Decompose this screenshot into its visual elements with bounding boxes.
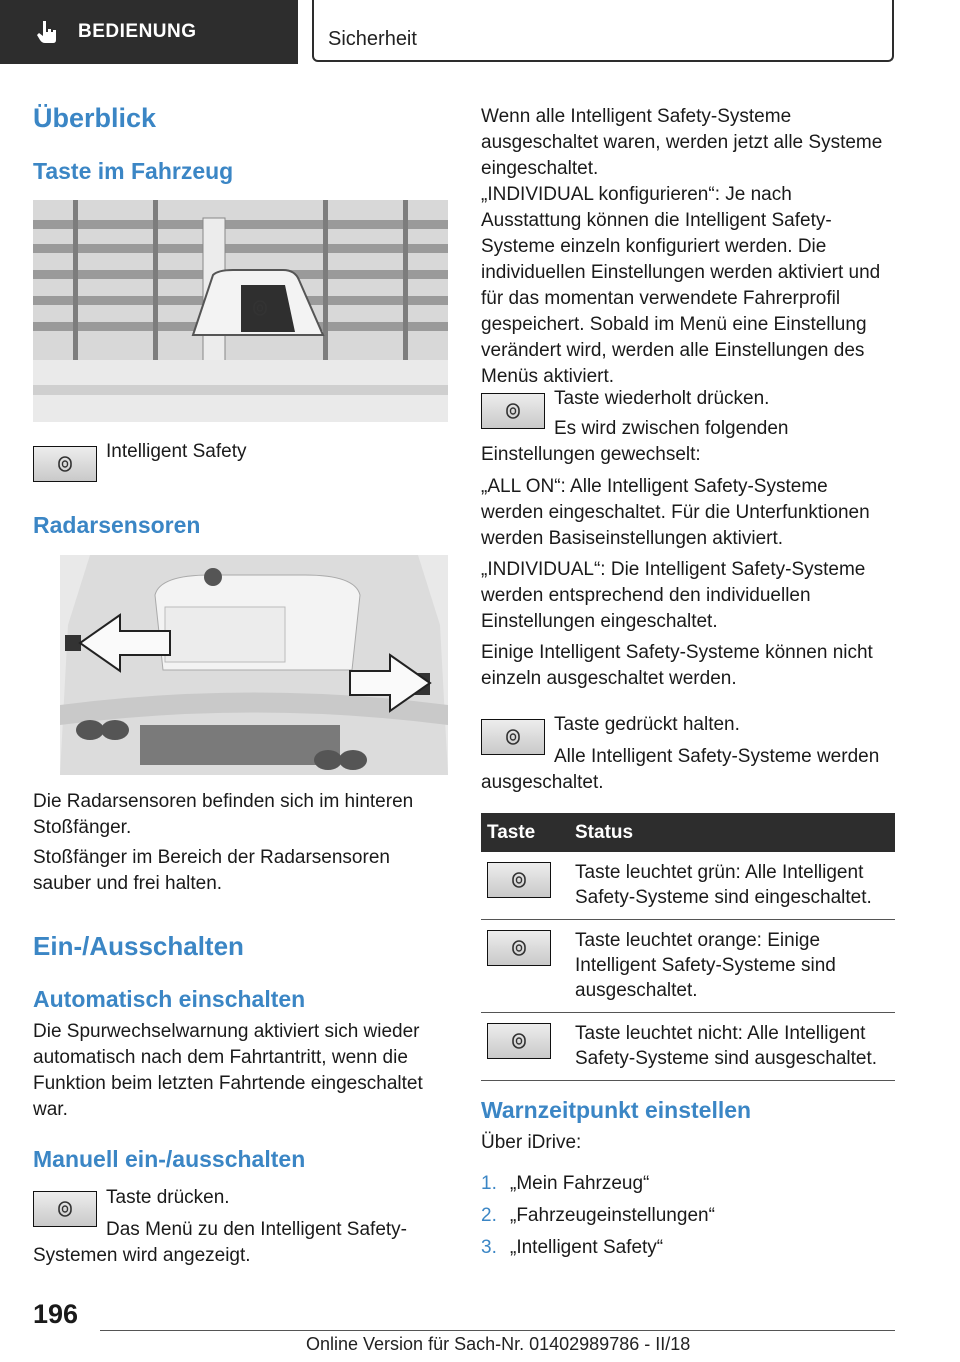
hold-paragraph-1: Taste gedrückt halten. [554,714,740,735]
heading-auto-on: Automatisch einschalten [33,986,306,1012]
idrive-label: Über iDrive: [481,1132,582,1153]
button-caption: Intelligent Safety [106,441,247,462]
all-on-paragraph: „ALL ON“: Alle Intelligent Safety-Systeme werden eingeschaltet. Für die Unterfunktionen werden Basiseinstellungen aktiviert. [481,476,870,549]
idrive-steps [481,1171,715,1267]
manual-paragraph-1: Taste drücken. [106,1187,230,1208]
grille-photo [33,200,448,422]
list-item [481,1171,715,1203]
column-header-key: Taste [481,813,569,852]
step-number: 3. [481,1237,497,1258]
intelligent-safety-button-icon [487,1023,551,1059]
right-paragraph-2: „INDIVIDUAL konfigurieren“: Je nach Ausstattung können die Intelligent Safety-Systeme einzeln konfiguriert werden. Die individuellen Einstellungen werden aktiviert und für das momentan verwendete Fahrerprofil gespeichert. Sobald im Menü eine Einstellung verändert wird, werden alle Einstellungen des Menüs aktiviert. [481,184,881,387]
step-text: „Intelligent Safety“ [510,1237,664,1258]
section-header [312,0,894,62]
status-text: Taste leuchtet grün: Alle Intelligent Safety-Systeme sind eingeschaltet. [569,852,895,920]
table-row [481,1013,895,1081]
heading-manual: Manuell ein-/ausschalten [33,1146,306,1172]
step-number: 2. [481,1205,497,1226]
status-table-header [481,813,895,852]
status-text: Taste leuchtet nicht: Alle Intelligent Safety-Systeme sind ausgeschaltet. [569,1013,895,1081]
heading-warning-time: Warnzeitpunkt einstellen [481,1097,752,1123]
heading-button-in-car: Taste im Fahrzeug [33,158,234,184]
step-text: „Fahrzeugeinstellungen“ [510,1205,715,1226]
manual-paragraph-2: Das Menü zu den Intelligent Safety-Systemen wird angezeigt. [33,1219,408,1266]
list-item [481,1203,715,1235]
section-label: Sicherheit [328,28,417,50]
list-item [481,1235,715,1267]
status-text: Taste leuchtet orange: Einige Intelligent Safety-Systeme sind ausgeschaltet. [569,920,895,1013]
hand-pointer-icon [34,18,62,46]
radar-paragraph-2: Stoßfänger im Bereich der Radarsensoren sauber und frei halten. [33,847,390,894]
right-paragraph-1: Wenn alle Intelligent Safety-Systeme ausgeschaltet waren, werden jetzt alle Systeme eingeschaltet. [481,106,883,179]
page-title: Überblick [33,103,157,133]
page-number: 196 [33,1299,79,1329]
table-row [481,920,895,1013]
auto-paragraph: Die Spurwechselwarnung aktiviert sich wieder automatisch nach dem Fahrtantritt, wenn die Funktion beim letzten Fahrtende eingeschaltet war. [33,1021,423,1120]
intelligent-safety-button-icon [33,446,97,482]
some-systems-paragraph: Einige Intelligent Safety-Systeme können nicht einzeln ausgeschaltet werden. [481,642,873,689]
column-header-status: Status [569,813,895,852]
chapter-tab [0,0,298,64]
repeat-paragraph-1: Taste wiederholt drücken. [554,388,770,409]
footer-text: Online Version für Sach-Nr. 01402989786 - II/18 [306,1334,691,1354]
radar-paragraph-1: Die Radarsensoren befinden sich im hinteren Stoßfänger. [33,791,414,838]
heading-on-off: Ein-/Ausschalten [33,931,244,961]
rear-bumper-photo [60,555,448,775]
hold-paragraph-2: Alle Intelligent Safety-Systeme werden ausgeschaltet. [481,746,880,793]
step-text: „Mein Fahrzeug“ [510,1173,650,1194]
chapter-label: BEDIENUNG [78,21,197,42]
status-table [481,813,895,1081]
step-number: 1. [481,1173,497,1194]
heading-radar-sensors: Radarsensoren [33,512,201,538]
intelligent-safety-button-icon [487,862,551,898]
intelligent-safety-button-icon [487,930,551,966]
individual-paragraph: „INDIVIDUAL“: Die Intelligent Safety-Systeme werden entsprechend den individuellen Einstellungen eingeschaltet. [481,559,866,632]
footer-rule [100,1330,895,1331]
table-row [481,852,895,920]
repeat-paragraph-2: Es wird zwischen folgenden Einstellungen gewechselt: [481,418,789,465]
